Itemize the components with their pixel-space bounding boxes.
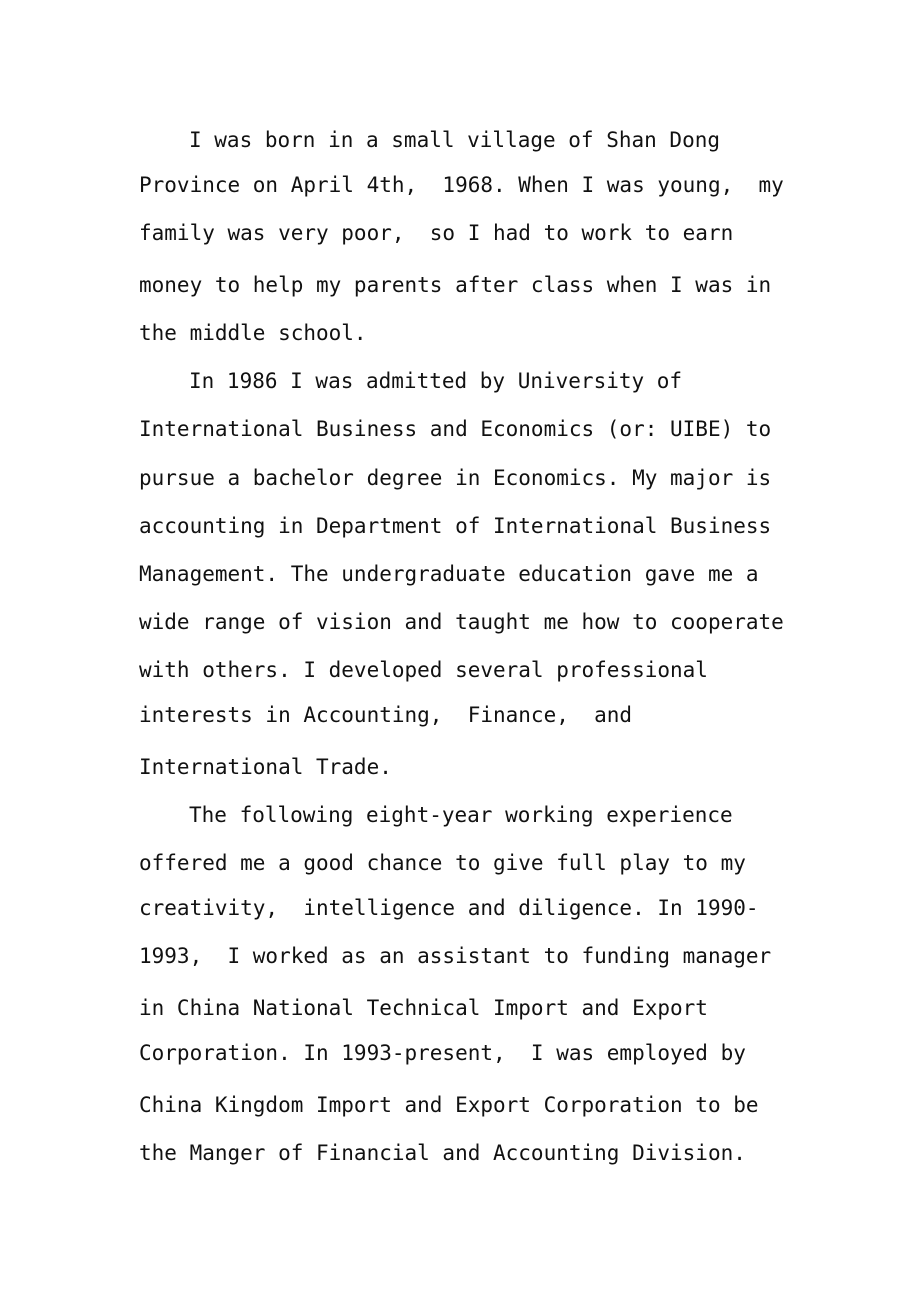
paragraph-line: pursue a bachelor degree in Economics. My major is <box>139 466 772 490</box>
paragraph-line: accounting in Department of International Business <box>139 514 772 538</box>
paragraph-line: money to help my parents after class when I was in <box>139 273 772 297</box>
paragraph-line: China Kingdom Import and Export Corporation to be <box>139 1093 759 1117</box>
paragraph-line: The following eight-year working experience <box>189 803 733 827</box>
paragraph-line: with others. I developed several professional <box>139 658 708 682</box>
paragraph-line: Province on April 4th, 1968. When I was young, my <box>139 173 784 197</box>
paragraph-line: wide range of vision and taught me how to cooperate <box>139 610 784 634</box>
paragraph-line: International Business and Economics (or: UIBE) to <box>139 417 772 441</box>
paragraph-line: in China National Technical Import and Export <box>139 996 708 1020</box>
paragraph-line: offered me a good chance to give full play to my <box>139 851 746 875</box>
paragraph-line: 1993, I worked as an assistant to funding manager <box>139 944 772 968</box>
paragraph-line: creativity, intelligence and diligence. In 1990- <box>139 896 759 920</box>
paragraph-line: the Manger of Financial and Accounting Division. <box>139 1141 746 1165</box>
paragraph-line: International Trade. <box>139 755 392 779</box>
paragraph-line: In 1986 I was admitted by University of <box>189 369 683 393</box>
paragraph-line: the middle school. <box>139 321 367 345</box>
paragraph-line: Corporation. In 1993-present, I was employed by <box>139 1041 746 1065</box>
paragraph-line: family was very poor, so I had to work to earn <box>139 221 734 245</box>
paragraph-line: I was born in a small village of Shan Dong <box>189 128 721 152</box>
paragraph-line: Management. The undergraduate education gave me a <box>139 562 759 586</box>
paragraph-line: interests in Accounting, Finance, and <box>139 703 633 727</box>
